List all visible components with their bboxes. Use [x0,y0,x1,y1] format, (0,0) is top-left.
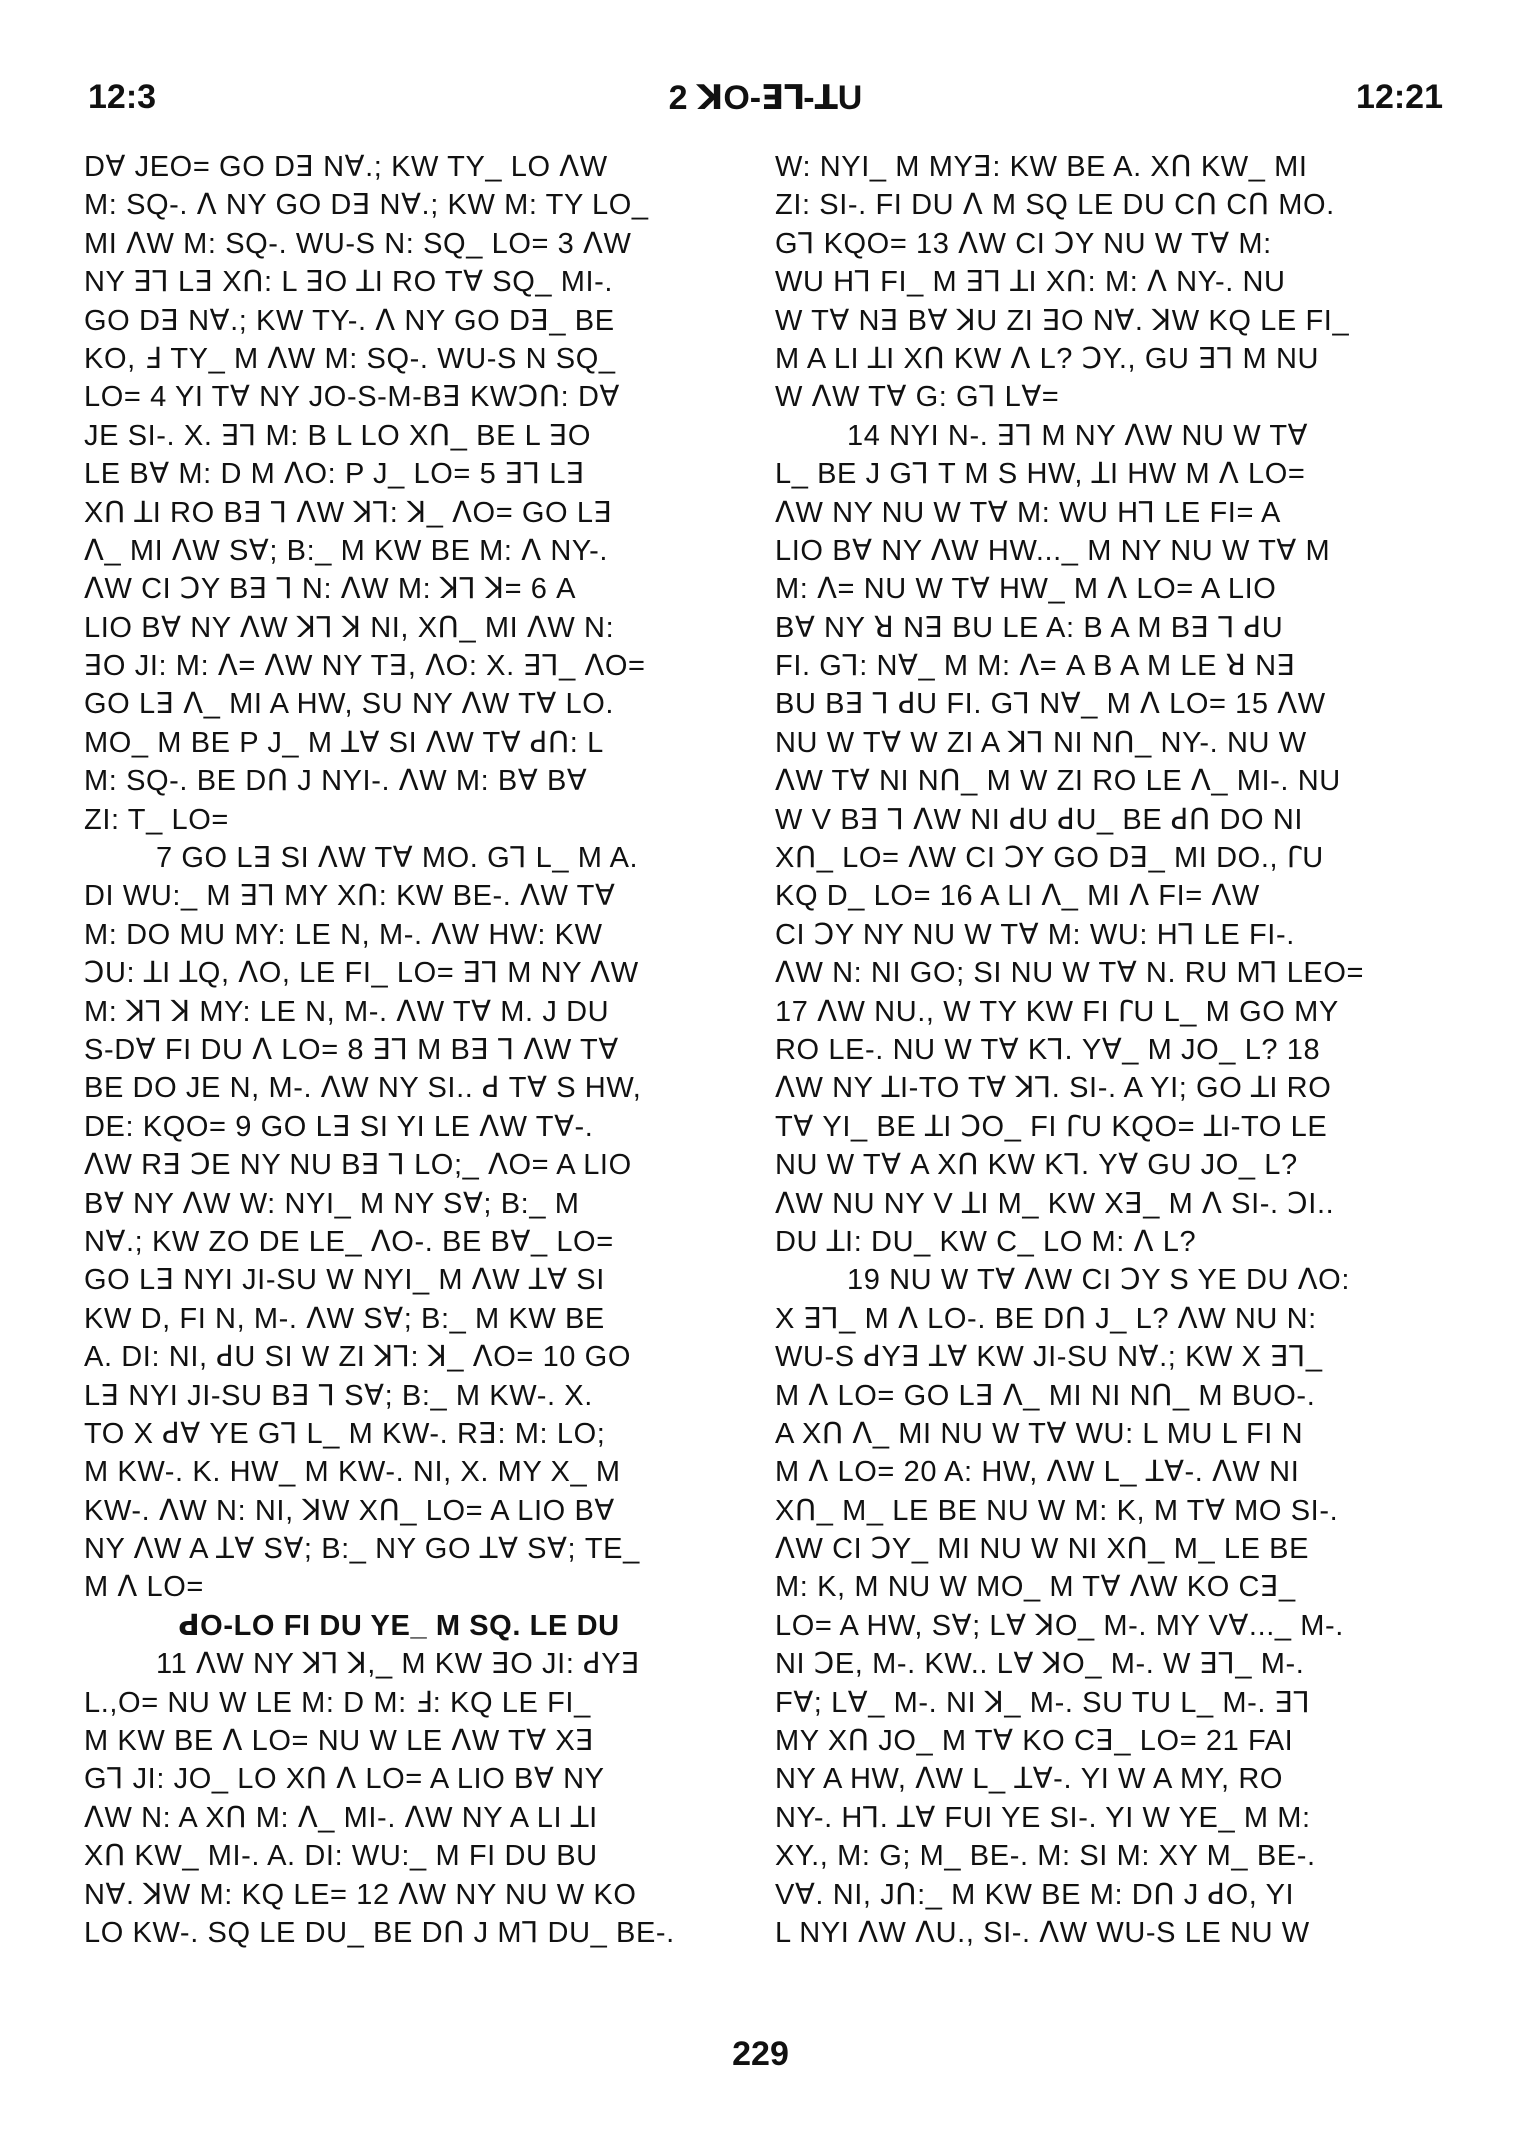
text-line: BU Bꓱ ꓶ ꓒU FI. Gꓶ Nꓯ_ M ꓥ LO= 15 ꓥW [775,688,1326,721]
text-line: TO X ꓒꓯ YE Gꓶ L_ M KW-. Rꓱ: M: LO; [84,1417,606,1450]
text-line: WU Hꓶ FI_ M ꓱꓶ ꓕI Xꓵ: M: ꓥ NY-. NU [775,266,1286,299]
text-line: A Xꓵ ꓥ_ MI NU W Tꓯ WU: L MU L FI N [775,1417,1304,1450]
text-line: ꓥW N: NI GO; SI NU W Tꓯ N. RU Mꓶ LEO= [775,957,1365,990]
text-line: BE DO JE N, M-. ꓥW NY SI.. ꓒ Tꓯ S HW, [84,1072,642,1105]
right-text-column [775,148,1435,1952]
text-line: ꓥW NY ꓕI-TO Tꓯ ꓘꓶ. SI-. A YI; GO ꓕI RO [775,1072,1332,1105]
text-line: M: SQ-. ꓥ NY GO Dꓱ Nꓯ.; KW M: TY LO_ [84,189,649,222]
text-line: W ꓥW Tꓯ G: Gꓶ Lꓯ= [775,381,1060,414]
text-line: JE SI-. X. ꓱꓶ M: B L LO Xꓵ_ BE L ꓱO [84,419,592,452]
text-line: L.,O= NU W LE M: D M: ꓞ: KQ LE FI_ [84,1686,591,1719]
running-header [88,78,1443,126]
text-line: NI ꓛE, M-. KW.. Lꓯ ꓘO_ M-. W ꓱꓶ_ M-. [775,1648,1305,1681]
text-line: X ꓱꓶ_ M ꓥ LO-. BE Dꓵ J_ L? ꓥW NU N: [775,1302,1317,1335]
text-line: LIO Bꓯ NY ꓥW ꓘꓶ ꓘ NI, Xꓵ_ MI ꓥW N: [84,611,615,644]
text-line: 11 ꓥW NY ꓘꓶ ꓘ,_ M KW ꓱO JI: ꓒYꓱ [156,1648,641,1681]
text-line: DI WU:_ M ꓱꓶ MY Xꓵ: KW BE-. ꓥW Tꓯ [84,880,616,913]
text-line: ꓛU: ꓕI ꓕQ, ꓥO, LE FI_ LO= ꓱꓶ M NY ꓥW [84,957,639,990]
text-line: WU-S ꓒYꓱ ꓕꓯ KW JI-SU Nꓯ.; KW X ꓱꓶ_ [775,1341,1323,1374]
text-line: LIO Bꓯ NY ꓥW HW..._ M NY NU W Tꓯ M [775,534,1331,567]
text-line: W: NYI_ M MYꓱ: KW BE A. Xꓵ KW_ MI [775,151,1308,183]
header-book-title: 2 ꓘO-ꓱꓶ-ꓕU [668,79,863,117]
text-line: DE: KQO= 9 GO Lꓱ SI YI LE ꓥW Tꓯ-. [84,1110,594,1143]
text-line: ꓥW N: A Xꓵ M: ꓥ_ MI-. ꓥW NY A LI ꓕI [84,1801,598,1834]
text-line: ꓥW NY NU W Tꓯ M: WU Hꓶ LE FI= A [775,496,1281,529]
text-line: KW D, FI N, M-. ꓥW Sꓯ; B:_ M KW BE [84,1302,605,1335]
text-line: ꓥW NU NY V ꓕI M_ KW Xꓱ_ M ꓥ SI-. ꓛI.. [775,1187,1335,1220]
text-line: KO, ꓞ TY_ M ꓥW M: SQ-. WU-S N SQ_ [84,342,616,375]
text-line: L_ BE J Gꓶ T M S HW, ꓕI HW M ꓥ LO= [775,458,1306,491]
text-line: MY Xꓵ JO_ M Tꓯ KO Cꓱ_ LO= 21 FAI [775,1725,1294,1758]
text-line: W V Bꓱ ꓶ ꓥW NI ꓒU ꓒU_ BE ꓒꓵ DO NI [775,803,1304,836]
header-chapter-verse-start: 12:3 [88,78,157,116]
text-line: LO= A HW, Sꓯ; Lꓯ ꓘO_ M-. MY Vꓯ..._ M-. [775,1609,1344,1642]
text-line: 14 NYI N-. ꓱꓶ M NY ꓥW NU W Tꓯ [847,419,1309,452]
text-line: GO Lꓱ NYI JI-SU W NYI_ M ꓥW ꓕꓯ SI [84,1264,605,1297]
section-heading: ꓒO-LO FI DU YE_ M SQ. LE DU [178,1609,620,1642]
text-line: A. DI: NI, ꓒU SI W ZI ꓘꓶ: ꓘ_ ꓥO= 10 GO [84,1341,631,1374]
text-line: GO Lꓱ ꓥ_ MI A HW, SU NY ꓥW Tꓯ LO. [84,688,615,721]
text-line: MO_ M BE P J_ M ꓕꓯ SI ꓥW Tꓯ ꓒꓵ: L [84,726,604,759]
text-line: Xꓵ_ LO= ꓥW CI ꓛY GO Dꓱ_ MI DO., ꓩU [775,842,1324,875]
text-line: LO KW-. SQ LE DU_ BE Dꓵ J Mꓶ DU_ BE-. [84,1916,675,1949]
text-line: ZI: T_ LO= [84,803,229,836]
text-line: M: ꓘꓶ ꓘ MY: LE N, M-. ꓥW Tꓯ M. J DU [84,995,610,1028]
text-line: ZI: SI-. FI DU ꓥ M SQ LE DU Cꓵ Cꓵ MO. [775,189,1335,222]
text-line: M: SQ-. BE Dꓵ J NYI-. ꓥW M: Bꓯ Bꓯ [84,765,588,798]
text-line: MI ꓥW M: SQ-. WU-S N: SQ_ LO= 3 ꓥW [84,227,632,260]
text-line: Xꓵ ꓕI RO Bꓱ ꓶ ꓥW ꓘꓶ: ꓘ_ ꓥO= GO Lꓱ [84,496,613,529]
text-line: LE Bꓯ M: D M ꓥO: P J_ LO= 5 ꓱꓶ Lꓱ [84,458,585,491]
text-line: M KW-. K. HW_ M KW-. NI, X. MY X_ M [84,1456,621,1489]
text-line: Nꓯ. ꓘW M: KQ LE= 12 ꓥW NY NU W KO [84,1878,637,1911]
text-line: Xꓵ_ M_ LE BE NU W M: K, M Tꓯ MO SI-. [775,1494,1339,1527]
text-line: L NYI ꓥW ꓥU., SI-. ꓥW WU-S LE NU W [775,1916,1310,1949]
text-line: ꓥW CI ꓛY_ MI NU W NI Xꓵ_ M_ LE BE [775,1533,1310,1566]
text-line: ꓥW Rꓱ ꓛE NY NU Bꓱ ꓶ LO;_ ꓥO= A LIO [84,1149,632,1182]
text-line: Gꓶ JI: JO_ LO Xꓵ ꓥ LO= A LIO Bꓯ NY [84,1763,605,1796]
text-line: M: DO MU MY: LE N, M-. ꓥW HW: KW [84,918,603,951]
text-line: Tꓯ YI_ BE ꓕI ꓛO_ FI ꓩU KQO= ꓕI-TO LE [775,1110,1328,1143]
text-line: ꓥW Tꓯ NI Nꓵ_ M W ZI RO LE ꓥ_ MI-. NU [775,765,1341,798]
text-line: NY ꓥW A ꓕꓯ Sꓯ; B:_ NY GO ꓕꓯ Sꓯ; TE_ [84,1533,640,1566]
text-line: M A LI ꓕI Xꓵ KW ꓥ L? ꓛY., GU ꓱꓶ M NU [775,342,1320,375]
text-line: RO LE-. NU W Tꓯ Kꓶ. Yꓯ_ M JO_ L? 18 [775,1033,1321,1066]
text-line: Bꓯ NY ꓥW W: NYI_ M NY Sꓯ; B:_ M [84,1187,580,1220]
text-line: ꓥ_ MI ꓥW Sꓯ; B:_ M KW BE M: ꓥ NY-. [84,534,609,567]
text-line: NY A HW, ꓥW L_ ꓕꓯ-. YI W A MY, RO [775,1763,1284,1796]
text-line: LO= 4 YI Tꓯ NY JO-S-M-Bꓱ KWꓛꓵ: Dꓯ [84,381,620,414]
text-line: Fꓯ; Lꓯ_ M-. NI ꓘ_ M-. SU TU L_ M-. ꓱꓶ [775,1686,1311,1719]
text-line: KW-. ꓥW N: NI, ꓘW Xꓵ_ LO= A LIO Bꓯ [84,1494,615,1527]
text-line: Lꓱ NYI JI-SU Bꓱ ꓶ Sꓯ; B:_ M KW-. X. [84,1379,593,1412]
page-number: 229 [732,2035,789,2073]
text-line: Nꓯ.; KW ZO DE LE_ ꓥO-. BE Bꓯ_ LO= [84,1225,614,1258]
header-chapter-verse-end: 12:21 [1356,78,1443,116]
text-line: 17 ꓥW NU., W TY KW FI ꓩU L_ M GO MY [775,995,1339,1028]
text-line: M ꓥ LO= GO Lꓱ ꓥ_ MI NI Nꓵ_ M BUO-. [775,1379,1316,1412]
text-line: NU W Tꓯ W ZI A ꓘꓶ NI Nꓵ_ NY-. NU W [775,726,1307,759]
text-line: M: K, M NU W MO_ M Tꓯ ꓥW KO Cꓱ_ [775,1571,1296,1604]
text-line: 19 NU W Tꓯ ꓥW CI ꓛY S YE DU ꓥO: [847,1264,1350,1297]
text-line: KQ D_ LO= 16 A LI ꓥ_ MI ꓥ FI= ꓥW [775,880,1260,913]
text-line: W Tꓯ Nꓱ Bꓯ ꓘU ZI ꓱO Nꓯ. ꓘW KQ LE FI_ [775,304,1350,337]
text-line: XY., M: G; M_ BE-. M: SI M: XY M_ BE-. [775,1840,1316,1873]
text-line: Bꓯ NY ꓤ Nꓱ BU LE A: B A M Bꓱ ꓶ ꓒU [775,611,1284,644]
text-line: M ꓥ LO= [84,1571,204,1604]
text-line: M KW BE ꓥ LO= NU W LE ꓥW Tꓯ Xꓱ [84,1725,595,1758]
text-line: ꓥW CI ꓛY Bꓱ ꓶ N: ꓥW M: ꓘꓶ ꓘ= 6 A [84,573,577,606]
text-line: Gꓶ KQO= 13 ꓥW CI ꓛY NU W Tꓯ M: [775,227,1272,260]
text-line: Vꓯ. NI, Jꓵ:_ M KW BE M: Dꓵ J ꓒO, YI [775,1878,1295,1911]
text-line: NU W Tꓯ A Xꓵ KW Kꓶ. Yꓯ GU JO_ L? [775,1149,1298,1182]
text-line: DU ꓕI: DU_ KW C_ LO M: ꓥ L? [775,1225,1197,1258]
text-line: GO Dꓱ Nꓯ.; KW TY-. ꓥ NY GO Dꓱ_ BE [84,304,615,337]
left-text-column [84,148,744,1952]
text-line: FI. Gꓶ: Nꓯ_ M M: ꓥ= A B A M LE ꓤ Nꓱ [775,650,1296,683]
text-line: Xꓵ KW_ MI-. A. DI: WU:_ M FI DU BU [84,1840,598,1873]
text-line: CI ꓛY NY NU W Tꓯ M: WU: Hꓶ LE FI-. [775,918,1295,951]
text-line: Dꓯ JEO= GO Dꓱ Nꓯ.; KW TY_ LO ꓥW [84,151,608,183]
text-line: ꓱO JI: M: ꓥ= ꓥW NY Tꓱ, ꓥO: X. ꓱꓶ_ ꓥO= [84,650,646,683]
text-line: S-Dꓯ FI DU ꓥ LO= 8 ꓱꓶ M Bꓱ ꓶ ꓥW Tꓯ [84,1033,619,1066]
text-line: M: ꓥ= NU W Tꓯ HW_ M ꓥ LO= A LIO [775,573,1277,606]
text-line: 7 GO Lꓱ SI ꓥW Tꓯ MO. Gꓶ L_ M A. [156,842,639,875]
text-line: M ꓥ LO= 20 A: HW, ꓥW L_ ꓕꓯ-. ꓥW NI [775,1456,1300,1489]
text-line: NY ꓱꓶ Lꓱ Xꓵ: L ꓱO ꓕI RO Tꓯ SQ_ MI-. [84,266,614,299]
text-line: NY-. Hꓶ. ꓕꓯ FUI YE SI-. YI W YE_ M M: [775,1801,1311,1834]
